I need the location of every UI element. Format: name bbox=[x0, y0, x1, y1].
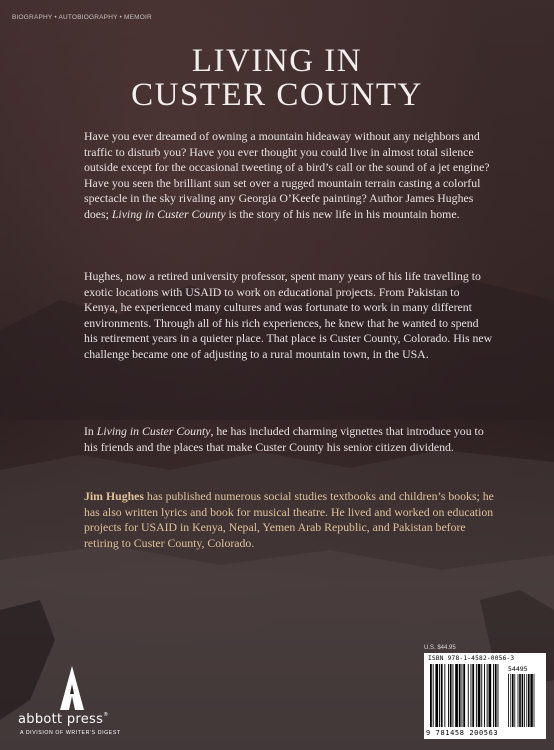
blurb-text: In bbox=[84, 424, 97, 438]
trademark-symbol: ® bbox=[103, 712, 109, 718]
blurb-text: is the story of his new life in his mountain home. bbox=[225, 206, 460, 221]
blurb-paragraph-2: Hughes, now a retired university professor, spent many years of his life travelling to exotic locations with USAID to work on educational projects. From Pakistan to Kenya, he experienced many cultures and was fortunate to work in many different environments. Through all of his rich experiences, he knew that he wanted to spend his retirement years in a quieter place. That place is Custer County, Colorado. His new challenge became one of adjusting to a rural mountain town, in the USA. bbox=[84, 269, 493, 361]
mountain-peak-icon bbox=[60, 666, 84, 710]
genre-label: BIOGRAPHY • AUTOBIOGRAPHY • MEMOIR bbox=[12, 14, 152, 21]
isbn-number: ISBN 978-1-4582-0056-3 bbox=[428, 655, 515, 662]
price-addon-digits: 54495 bbox=[508, 665, 528, 673]
book-title-italic: Living in Custer County bbox=[96, 424, 211, 438]
blurb-paragraph-1 bbox=[84, 129, 494, 223]
title-line-1: LIVING IN bbox=[191, 43, 363, 79]
publisher-tagline: A DIVISION OF WRITER’S DIGEST bbox=[20, 730, 121, 736]
blurb-text: , he has included charming vignettes that introduce you to his friends and the places that make Custer County his senior citizen dividend. bbox=[84, 424, 484, 454]
price-label: U.S. $44.95 bbox=[424, 645, 456, 651]
blurb-paragraph-3 bbox=[84, 424, 494, 455]
ean-digits: 9 781458 200563 bbox=[426, 729, 499, 737]
blurb-text: Have you ever dreamed of owning a mountain hideaway without any neighbors and traffic to disturb you? Have you ever thought you could live in almost total silence outside except for the occasional tweeting of a bird’s call or the sound of a jet engine? Have you seen the brilliant sun set over a rugged mountain terrain casting a colorful spectacle in the sky rivaling any Georgia O’Keefe painting? Author James Hughes does; bbox=[84, 129, 490, 221]
author-bio bbox=[84, 489, 494, 551]
author-bio-text: has published numerous social studies textbooks and children’s books; he has also written lyrics and book for musical theatre. He lived and worked on education projects for USAID in Kenya, Nepal, Yemen Arab Republic, and Pakistan before retiring to Custer County, Colorado. bbox=[84, 489, 494, 550]
book-title-italic: Living in Custer County bbox=[111, 206, 226, 221]
author-name: Jim Hughes bbox=[84, 489, 144, 503]
title-line-2: CUSTER COUNTY bbox=[131, 77, 423, 113]
isbn-barcode bbox=[424, 653, 546, 739]
publisher-logo bbox=[12, 666, 132, 742]
publisher-name bbox=[18, 712, 109, 727]
publisher-name-text: abbott press bbox=[18, 712, 104, 727]
